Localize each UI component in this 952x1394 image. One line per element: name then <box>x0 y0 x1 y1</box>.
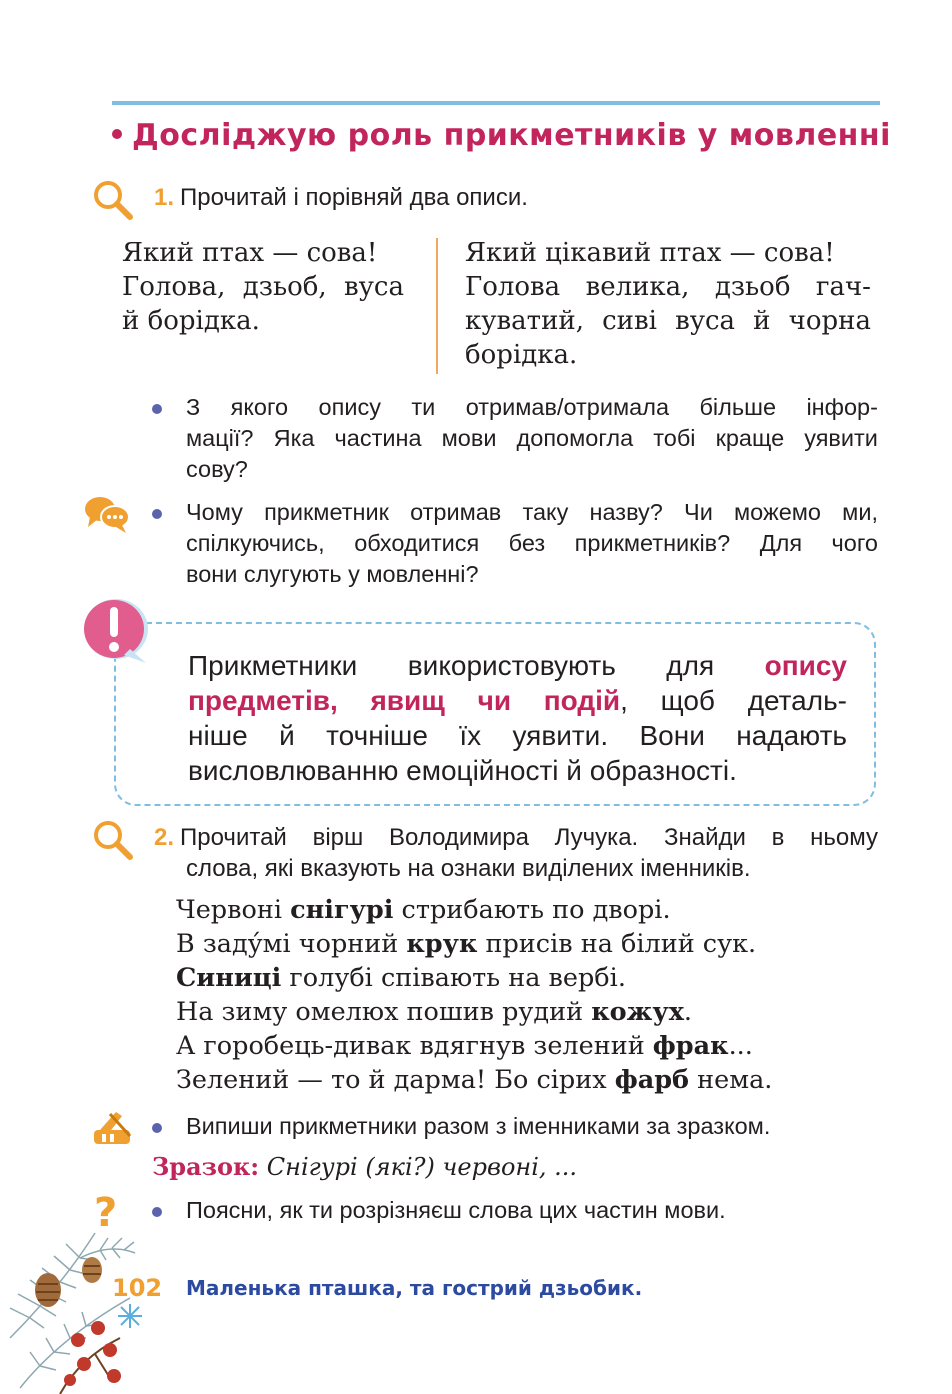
desc-left-line2: Голова, дзьоб, вуса <box>122 272 404 302</box>
poem <box>176 893 772 1097</box>
desc-right-line2: Голова велика, дзьоб гач- <box>465 272 871 302</box>
top-divider <box>112 101 880 105</box>
bullet <box>152 404 162 414</box>
task-2: 2. Прочитай вірш Володимира Лучука. Знайди в ньому слова, які вказують на ознаки виділених іменників. <box>154 824 878 882</box>
magnifier-icon <box>90 178 136 222</box>
sample <box>152 1152 577 1182</box>
description-left: Який птах — сова! Голова, дзьоб, вуса й борідка. <box>122 238 404 336</box>
task-number: 1. <box>154 184 175 211</box>
poem-line: Червоні снігурі стрибають по дворі. <box>176 895 671 925</box>
poem-line: На зиму омелюх пошив рудий кожух. <box>176 997 693 1027</box>
highlighted-noun: фрак <box>652 1031 729 1061</box>
task-explain: Поясни, як ти розрізняєш слова цих частин мови. <box>186 1197 726 1223</box>
poem-line: А горобець-дивак вдягнув зелений фрак... <box>176 1031 753 1061</box>
description-divider <box>436 238 438 374</box>
poem-line: В заду́мі чорний крук присів на білий сук. <box>176 929 757 959</box>
poem-line: Синиці голубі співають на вербі. <box>176 963 626 993</box>
rule-text: Прикметники використовують для опису предметів, явищ чи подій, щоб деталь- ніше й точніше їх уявити. Вони надають висловлюванню емоційності й образності. <box>188 650 847 786</box>
task-text: Прочитай і порівняй два описи. <box>180 184 528 211</box>
bullet <box>152 1123 162 1133</box>
page-number: 102 <box>112 1274 163 1302</box>
highlighted-noun: снігурі <box>290 895 394 925</box>
task-1 <box>154 182 528 213</box>
highlighted-noun: фарб <box>614 1065 690 1095</box>
desc-right-line3: куватий, сиві вуса й чорна <box>465 306 871 336</box>
description-right: Який цікавий птах — сова! Голова велика, дзьоб гач- куватий, сиві вуса й чорна борідка. <box>465 238 871 370</box>
question-2: Чому прикметник отримав таку назву? Чи можемо ми, спілкуючись, обходитися без прикметників? Для чого вони слугують у мовленні? <box>186 499 878 587</box>
highlighted-noun: Синиці <box>176 963 282 993</box>
highlighted-noun: кожух <box>591 997 684 1027</box>
bullet <box>152 509 162 519</box>
question-1: З якого опису ти отримав/отримала більше інфор- мації? Яка частина мови допомогла тобі краще уявити сову? <box>186 394 878 482</box>
task-write: Випиши прикметники разом з іменниками за зразком. <box>186 1113 771 1139</box>
sample-text: Снігурі (які?) червоні, ... <box>259 1153 578 1181</box>
writing-hand-icon <box>90 1106 136 1148</box>
magnifier-icon <box>90 818 136 862</box>
speech-bubbles-icon <box>84 495 130 535</box>
section-title: Досліджую роль прикметників у мовленні <box>112 118 891 153</box>
highlighted-noun: крук <box>406 929 478 959</box>
footer-proverb: Маленька пташка, та гострий дзьобик. <box>186 1276 643 1300</box>
exclamation-icon <box>80 597 156 667</box>
question-mark-icon: ? <box>94 1190 118 1236</box>
pine-branch-decoration <box>0 1228 163 1394</box>
sample-label: Зразок: <box>152 1152 260 1181</box>
title-bullet <box>112 129 122 139</box>
poem-line: Зелений — то й дарма! Бо сірих фарб нема. <box>176 1065 773 1095</box>
bullet <box>152 1207 162 1217</box>
